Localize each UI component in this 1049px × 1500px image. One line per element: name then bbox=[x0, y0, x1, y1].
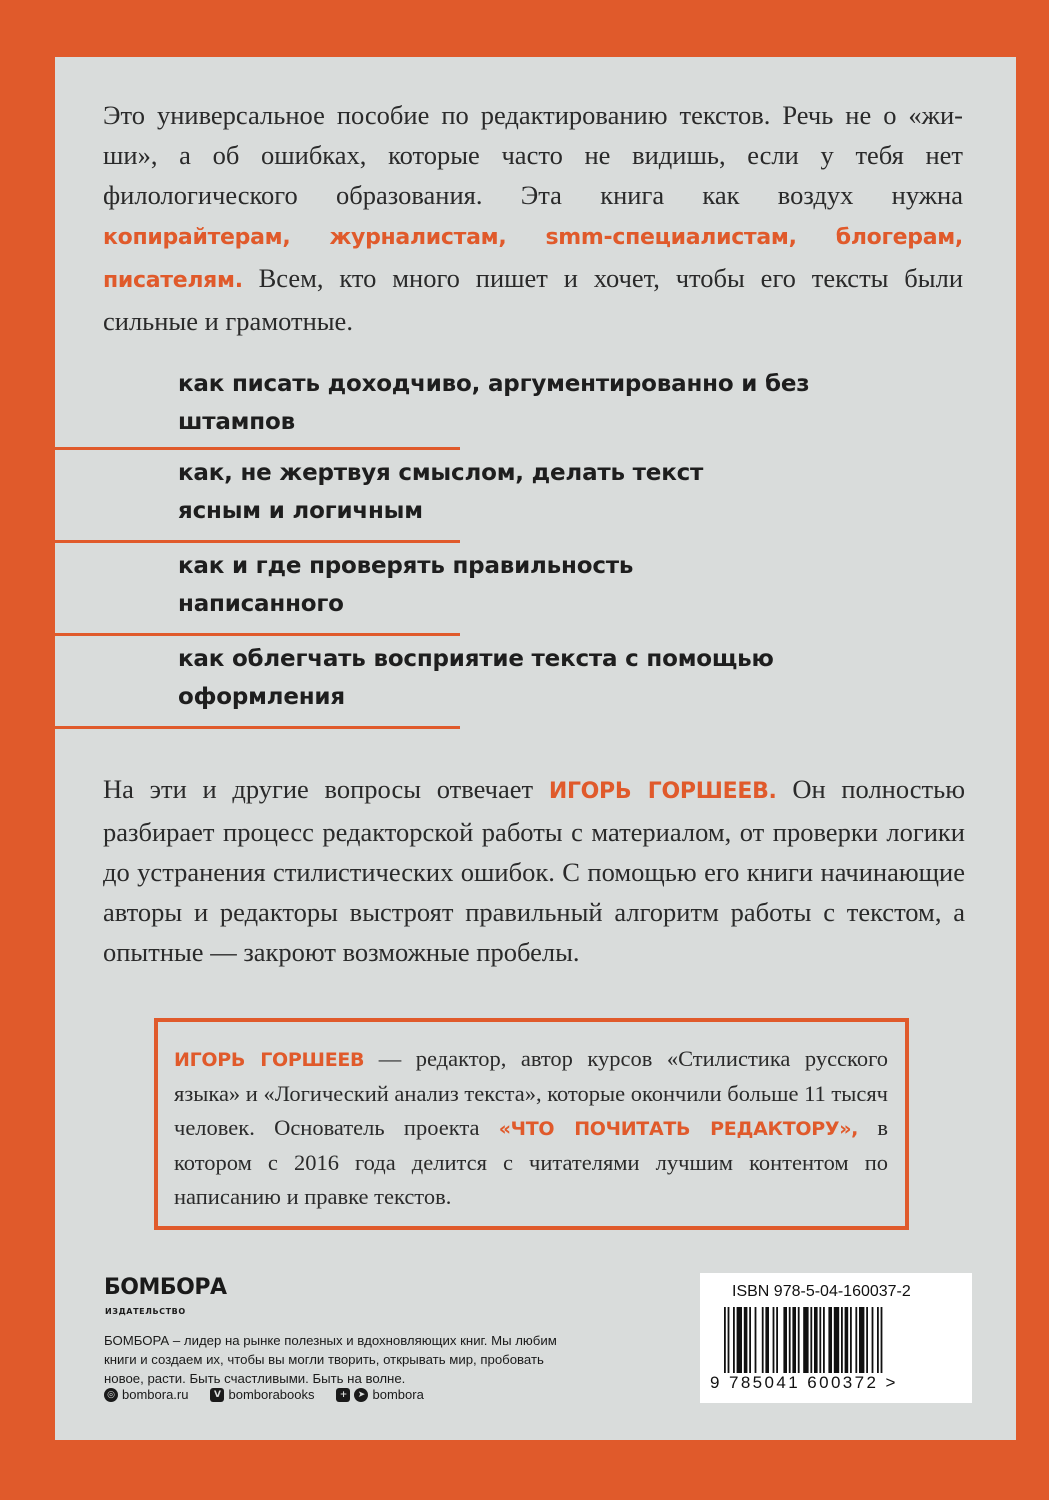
barcode-bar bbox=[744, 1307, 748, 1373]
question-item bbox=[55, 636, 774, 729]
barcode-bar bbox=[783, 1307, 787, 1373]
barcode-bar bbox=[789, 1307, 791, 1373]
questions-list bbox=[55, 359, 810, 729]
barcode-bar bbox=[749, 1307, 751, 1373]
messenger-link[interactable] bbox=[336, 1387, 423, 1402]
vk-icon: V bbox=[210, 1388, 224, 1402]
barcode-bar bbox=[733, 1307, 735, 1373]
barcode-bar bbox=[823, 1307, 825, 1373]
intro-paragraph bbox=[103, 95, 963, 341]
question-text: как писать доходчиво, аргументированно и без штампов bbox=[178, 371, 810, 435]
barcode-bar bbox=[850, 1307, 852, 1373]
barcode-bar bbox=[845, 1307, 849, 1373]
barcode-bar bbox=[881, 1307, 883, 1373]
barcode-bar bbox=[792, 1307, 796, 1373]
answer-rest: Он полностью разбирает процесс редакторской работы с материалом, от проверки логики до устранения стилистических ошибок. С помощью его книги начинающие авторы и редакторы выстроят правильный алгоритм работы с текстом, а опытные — закроют возможные пробелы. bbox=[103, 774, 965, 967]
intro-text-end: Всем, кто много пишет и хочет, чтобы его тексты были сильные и грамотные. bbox=[103, 263, 964, 336]
barcode-bar bbox=[798, 1307, 800, 1373]
bio-author-name: ИГОРЬ ГОРШЕЕВ bbox=[174, 1049, 365, 1071]
question-item bbox=[55, 359, 810, 450]
bio-text-end: в котором с 2016 года делится с читателями лучшим контентом по написанию и правке текстов. bbox=[174, 1115, 888, 1209]
barcode-bar bbox=[810, 1307, 812, 1373]
author-bio bbox=[174, 1042, 888, 1214]
barcode-bar bbox=[841, 1307, 843, 1373]
barcode-digits: 9 785041 600372 > bbox=[710, 1373, 898, 1392]
barcode-bar bbox=[866, 1307, 868, 1373]
isbn-barcode bbox=[700, 1273, 972, 1403]
barcode-bar bbox=[855, 1307, 857, 1373]
bio-text: — редактор, автор курсов «Стилистика русского языка» и «Логический анализ текста», которые окончили больше 11 тысяч человек. Основатель проекта bbox=[174, 1046, 889, 1140]
website-link[interactable] bbox=[104, 1387, 188, 1402]
vk-label: bomborabooks bbox=[228, 1387, 315, 1402]
barcode-bar bbox=[762, 1307, 764, 1373]
question-item bbox=[55, 450, 704, 543]
back-cover-panel bbox=[55, 57, 1016, 1440]
question-text: как облегчать восприятие текста с помощью оформления bbox=[178, 646, 774, 710]
barcode-bar bbox=[819, 1307, 821, 1373]
question-item bbox=[55, 543, 634, 636]
question-text: как и где проверять правильность написанного bbox=[178, 553, 634, 617]
plus-icon: + bbox=[336, 1388, 350, 1402]
social-links bbox=[104, 1387, 424, 1402]
barcode-bar bbox=[803, 1307, 808, 1373]
telegram-icon: ➤ bbox=[354, 1388, 368, 1402]
author-highlight: ИГОРЬ ГОРШЕЕВ. bbox=[548, 779, 777, 804]
publisher-description: БОМБОРА – лидер на рынке полезных и вдохновляющих книг. Мы любим книги и создаем их, чтобы вы могли творить, открывать мир, пробовать новое, расти. Быть счастливыми. Быть на волне. bbox=[104, 1333, 557, 1386]
barcode-bar bbox=[834, 1307, 839, 1373]
intro-text: Это универсальное пособие по редактированию текстов. Речь не о «жи-ши», а об ошибках, которые часто не видишь, если у тебя нет филологического образования. Эта книга как воздух нужна bbox=[103, 100, 963, 210]
barcode-bar bbox=[728, 1307, 730, 1373]
vk-link[interactable] bbox=[210, 1387, 314, 1402]
author-bio-box bbox=[154, 1018, 909, 1230]
publisher-logo-subtitle: ИЗДАТЕЛЬСТВО bbox=[105, 1307, 186, 1316]
barcode-bars bbox=[724, 1307, 948, 1373]
barcode-bar bbox=[724, 1307, 726, 1373]
messenger-label: bombora bbox=[372, 1387, 424, 1402]
barcode-bar bbox=[814, 1307, 818, 1373]
barcode-bar bbox=[877, 1307, 879, 1373]
barcode-bar bbox=[776, 1307, 778, 1373]
globe-icon: ◎ bbox=[104, 1388, 118, 1402]
barcode-bar bbox=[828, 1307, 832, 1373]
question-text: как, не жертвуя смыслом, делать текст ясным и логичным bbox=[178, 460, 704, 524]
barcode-bar bbox=[737, 1307, 742, 1373]
barcode-bar bbox=[859, 1307, 864, 1373]
website-label: bombora.ru bbox=[122, 1387, 189, 1402]
audience-highlight: копирайтерам, журналистам, smm-специалистам, блогерам, писателям. bbox=[103, 225, 963, 293]
publisher-logo: БОМБОРА bbox=[104, 1275, 227, 1300]
barcode-bar bbox=[872, 1307, 874, 1373]
isbn-number: ISBN 978-5-04-160037-2 bbox=[732, 1283, 911, 1300]
barcode-bar bbox=[765, 1307, 769, 1373]
bio-project-name: «ЧТО ПОЧИТАТЬ РЕДАКТОРУ», bbox=[498, 1118, 859, 1140]
barcode-bar bbox=[773, 1307, 775, 1373]
barcode-bar bbox=[755, 1307, 757, 1373]
answer-paragraph bbox=[103, 769, 965, 972]
answer-lead: На эти и другие вопросы отвечает bbox=[103, 774, 534, 804]
